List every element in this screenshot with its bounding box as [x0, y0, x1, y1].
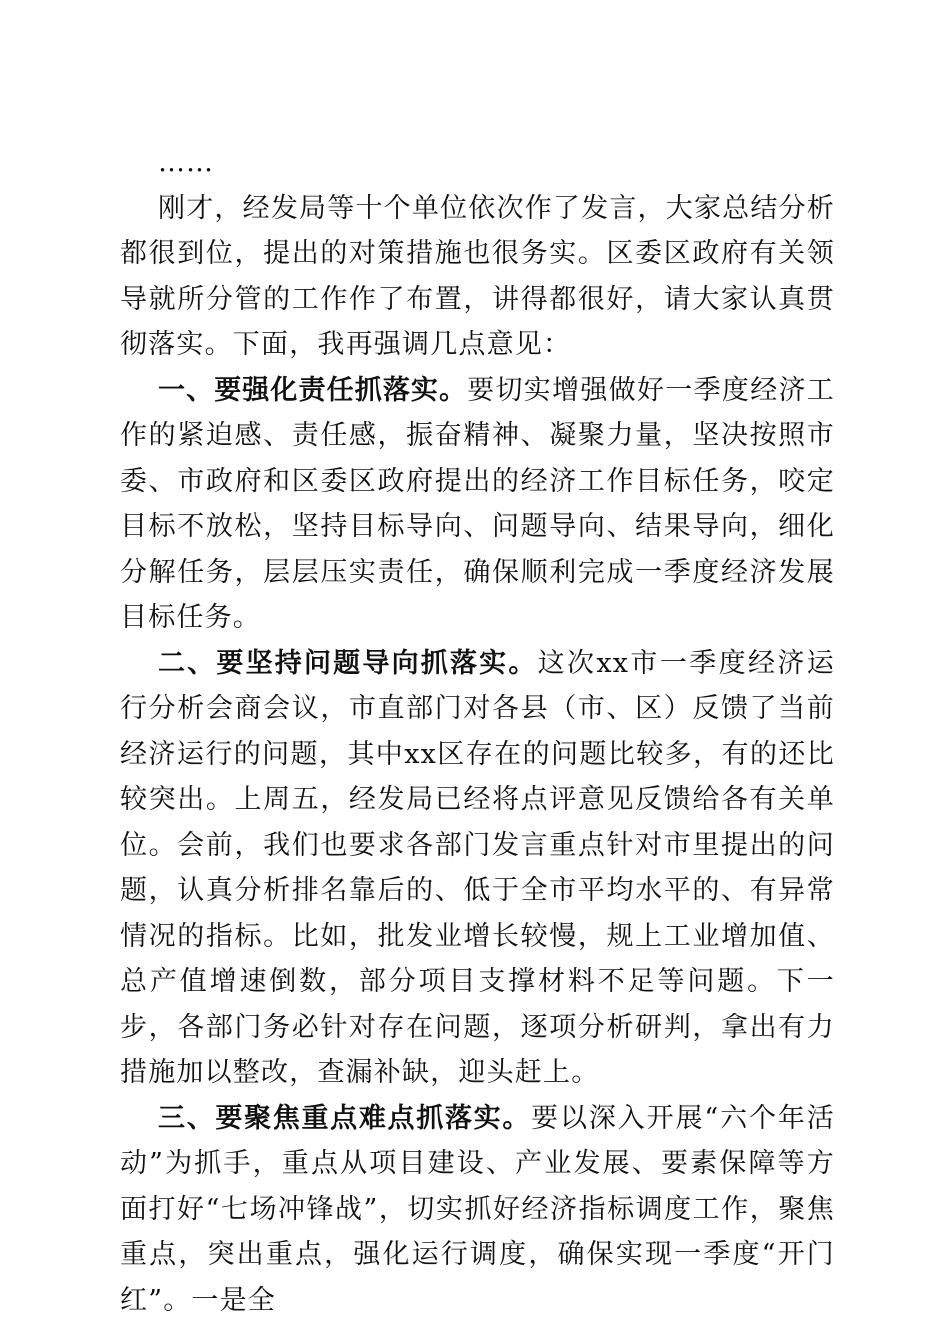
point-3-text: 要以深入开展“六个年活动”为抓手，重点从项目建设、产业发展、要素保障等方面打好“七场冲锋战”，切实抓好经济指标调度工作，聚焦重点，突出重点，强化运行调度，确保实现一季度“开门红”。一是全 [120, 1102, 835, 1316]
paragraph-point-1 [120, 368, 835, 641]
paragraph-point-2 [120, 641, 835, 1096]
point-2-text: 这次xx市一季度经济运行分析会商会议，市直部门对各县（市、区）反馈了当前经济运行的问题，其中xx区存在的问题比较多，有的还比较突出。上周五，经发局已经将点评意见反馈给各有关单位。会前，我们也要求各部门发言重点针对市里提出的问题，认真分析排名靠后的、低于全市平均水平的、有异常情况的指标。比如，批发业增长较慢，规上工业增加值、总产值增速倒数，部分项目支撑材料不足等问题。下一步，各部门务必针对存在问题，逐项分析研判，拿出有力措施加以整改，查漏补缺，迎头赶上。 [120, 647, 836, 1088]
point-3-heading: 三、要聚焦重点难点抓落实。 [158, 1102, 532, 1134]
paragraph-intro-text: 刚才，经发局等十个单位依次作了发言，大家总结分析都很到位，提出的对策措施也很务实。区委区政府有关领导就所分管的工作作了布置，讲得都很好，请大家认真贯彻落实。下面，我再强调几点意见： [120, 192, 835, 360]
paragraph-intro [120, 186, 835, 368]
point-1-heading: 一、要强化责任抓落实。 [158, 374, 468, 406]
document-body [120, 140, 835, 1323]
ellipsis-marker: …… [158, 147, 214, 178]
point-1-text: 要切实增强做好一季度经济工作的紧迫感、责任感，振奋精神、凝聚力量，坚决按照市委、市政府和区委区政府提出的经济工作目标任务，咬定目标不放松，坚持目标导向、问题导向、结果导向，细化分解任务，层层压实责任，确保顺利完成一季度经济发展目标任务。 [120, 374, 836, 633]
paragraph-point-3 [120, 1096, 835, 1324]
point-2-heading: 二、要坚持问题导向抓落实。 [158, 647, 538, 679]
